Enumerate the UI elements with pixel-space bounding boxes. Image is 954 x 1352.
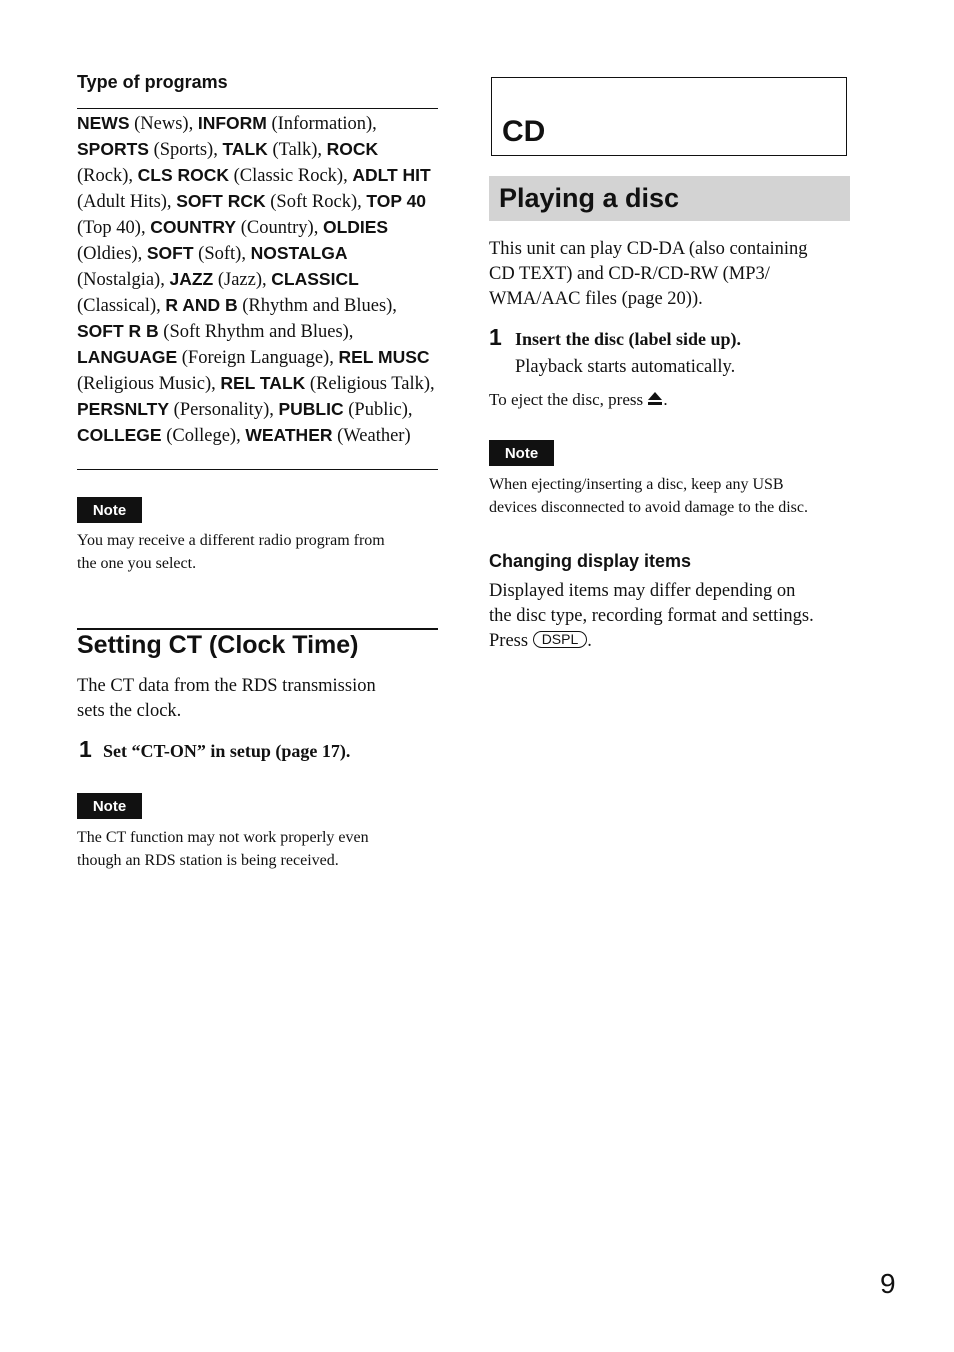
program-description: (Classic Rock),: [229, 166, 353, 186]
eject-instruction: [489, 388, 668, 411]
ct-body: [77, 674, 438, 724]
note-badge: Note: [77, 497, 142, 523]
program-description: (Weather): [332, 426, 411, 446]
program-description: (College),: [161, 426, 246, 446]
program-code: TOP 40: [366, 191, 427, 211]
program-description: (Jazz),: [213, 270, 272, 290]
program-code: PERSNLTY: [77, 399, 170, 419]
program-code: REL TALK: [220, 373, 306, 393]
note-text: [77, 826, 438, 872]
note-line: You may receive a different radio program from: [77, 532, 385, 549]
intro-line: CD TEXT) and CD-R/CD-RW (MP3/: [489, 264, 770, 284]
dspl-button-label: DSPL: [533, 631, 588, 648]
program-code: SOFT: [146, 243, 194, 263]
ct-body-line: The CT data from the RDS transmission: [77, 676, 376, 696]
note-text: [489, 473, 859, 519]
programs-bottom-rule: [77, 469, 438, 470]
program-description: (Rock),: [77, 166, 138, 186]
program-description: (Soft Rock),: [265, 192, 367, 212]
section-title-box: [491, 77, 847, 156]
program-description: (Country),: [236, 218, 323, 238]
program-description: (Foreign Language),: [177, 348, 339, 368]
intro-text: [489, 237, 850, 312]
note-line: When ejecting/inserting a disc, keep any USB: [489, 476, 784, 493]
program-code: LANGUAGE: [77, 347, 178, 367]
intro-line: This unit can play CD-DA (also containing: [489, 239, 808, 259]
program-code: SOFT RCK: [176, 191, 266, 211]
playing-disc-heading: Playing a disc: [499, 183, 680, 213]
note-line: devices disconnected to avoid damage to the disc.: [489, 499, 809, 516]
note-line: The CT function may not work properly even: [77, 829, 369, 846]
program-description: (Classical),: [77, 296, 166, 316]
display-line: Displayed items may differ depending on: [489, 581, 796, 601]
step-number: 1: [489, 324, 502, 350]
program-code: ROCK: [326, 139, 379, 159]
heading-band: [489, 176, 850, 221]
step-number: 1: [79, 736, 92, 762]
program-code: R AND B: [165, 295, 238, 315]
step-text: Set “CT-ON” in setup (page 17).: [103, 741, 351, 761]
programs-top-rule: [77, 108, 438, 109]
program-types-list: [77, 111, 438, 449]
program-code: JAZZ: [169, 269, 214, 289]
program-code: CLS ROCK: [137, 165, 230, 185]
intro-line: WMA/AAC files (page 20)).: [489, 289, 703, 309]
program-description: (Talk),: [267, 140, 327, 160]
ct-body-line: sets the clock.: [77, 701, 182, 721]
program-code: ADLT HIT: [352, 165, 431, 185]
note-line: the one you select.: [77, 555, 197, 572]
page-number: 9: [880, 1268, 896, 1299]
step-text: Insert the disc (label side up).: [515, 329, 742, 349]
note-badge: Note: [77, 793, 142, 819]
program-code: TALK: [222, 139, 268, 159]
program-description: (Public),: [343, 400, 413, 420]
program-code: COLLEGE: [77, 425, 162, 445]
press-period: .: [587, 631, 592, 651]
eject-icon: [647, 390, 663, 406]
section-rule: [77, 628, 438, 630]
program-description: (Religious Music),: [77, 374, 221, 394]
section-title: CD: [502, 115, 546, 148]
program-code: PUBLIC: [278, 399, 344, 419]
program-code: INFORM: [197, 113, 267, 133]
program-description: (Religious Talk),: [305, 374, 435, 394]
program-code: NEWS: [77, 113, 130, 133]
step-subtext: Playback starts automatically.: [515, 357, 736, 377]
note-line: though an RDS station is being received.: [77, 852, 339, 869]
program-code: REL MUSC: [338, 347, 430, 367]
ct-heading: Setting CT (Clock Time): [77, 631, 359, 659]
display-press-line: [489, 629, 859, 654]
eject-period: .: [663, 390, 668, 409]
press-text: Press: [489, 631, 529, 651]
program-code: CLASSICL: [271, 269, 359, 289]
program-description: (Sports),: [148, 140, 223, 160]
program-description: (Oldies),: [77, 244, 147, 264]
program-code: NOSTALGA: [250, 243, 348, 263]
program-description: (Soft),: [193, 244, 251, 264]
program-description: (Top 40),: [77, 218, 151, 238]
program-description: (Personality),: [169, 400, 279, 420]
program-description: (Nostalgia),: [77, 270, 170, 290]
program-description: (News),: [129, 114, 198, 134]
program-code: SPORTS: [77, 139, 149, 159]
display-line: the disc type, recording format and settings.: [489, 606, 814, 626]
note-badge: Note: [489, 440, 554, 466]
program-description: (Rhythm and Blues),: [237, 296, 397, 316]
note-text: [77, 529, 438, 575]
display-items-text: [489, 579, 859, 654]
program-code: WEATHER: [245, 425, 333, 445]
display-items-heading: Changing display items: [489, 551, 692, 571]
eject-text: To eject the disc, press: [489, 390, 644, 409]
program-description: (Soft Rhythm and Blues),: [158, 322, 354, 342]
program-description: (Adult Hits),: [77, 192, 177, 212]
programs-heading: Type of programs: [77, 72, 228, 92]
program-code: OLDIES: [322, 217, 389, 237]
program-code: COUNTRY: [150, 217, 237, 237]
program-description: (Information),: [266, 114, 377, 134]
program-code: SOFT R B: [77, 321, 159, 341]
